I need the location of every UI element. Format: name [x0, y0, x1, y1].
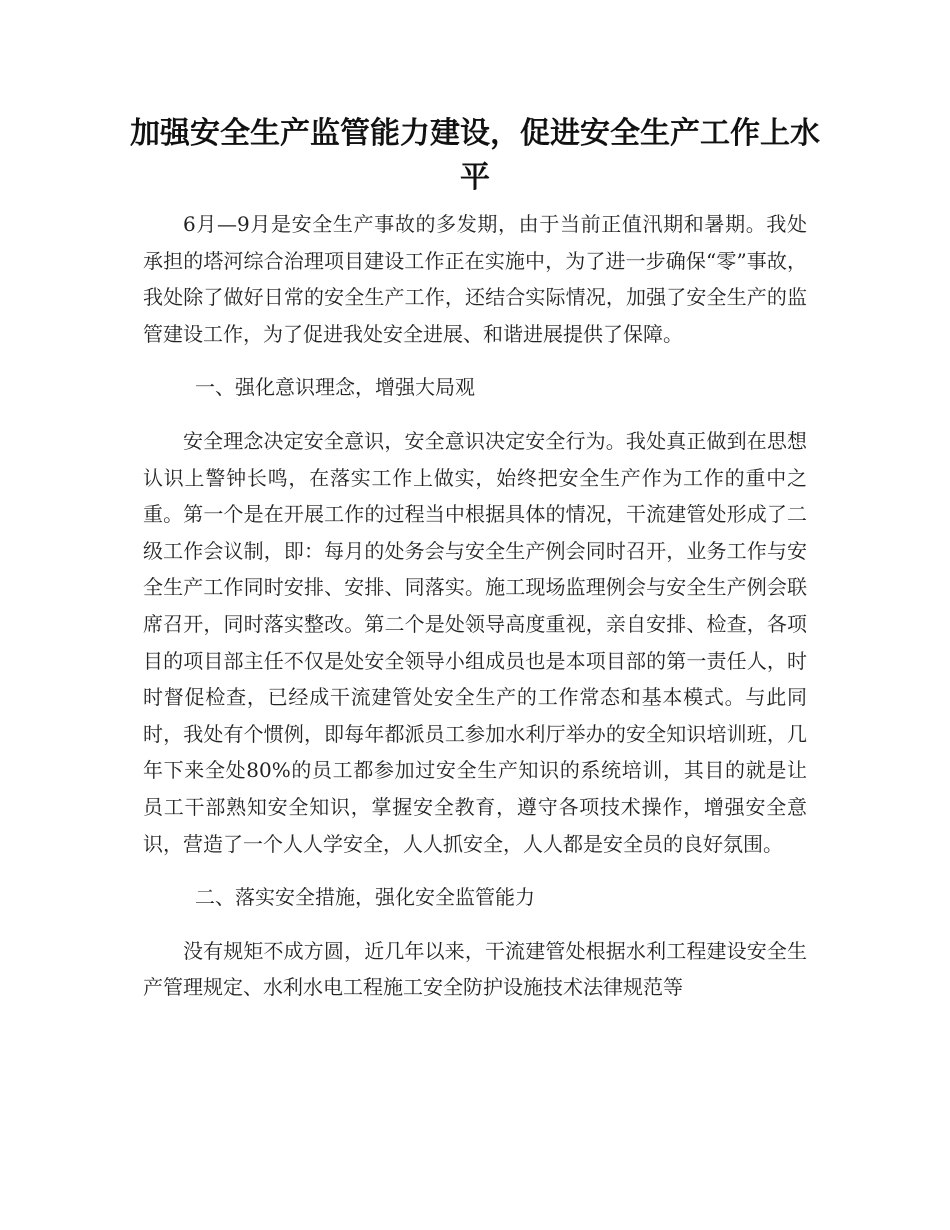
paragraph-gap [143, 352, 807, 369]
paragraph-gap [143, 916, 807, 933]
intro-paragraph: 6月—9月是安全生产事故的多发期，由于当前正值汛期和暑期。我处承担的塔河综合治理项目建设工作正在实施中，为了进一步确保“零”事故，我处除了做好日常的安全生产工作，还结合实际情况，加强了安全生产的监管建设工作，为了促进我处安全进展、和谐进展提供了保障。 [143, 212, 807, 346]
section-2-paragraph: 没有规矩不成方圆，近几年以来，干流建管处根据水利工程建设安全生产管理规定、水利水电工程施工安全防护设施技术法律规范等 [143, 938, 807, 1000]
document-title: 加强安全生产监管能力建设，促进安全生产工作上水平 [130, 116, 820, 195]
document-body [143, 206, 807, 1006]
paragraph-gap [143, 862, 807, 879]
paragraph-gap [143, 406, 807, 423]
section-1-heading: 一、强化意识理念，增强大局观 [195, 375, 475, 400]
section-2-heading: 二、落实安全措施，强化安全监管能力 [195, 885, 535, 910]
section-1-paragraph: 安全理念决定安全意识，安全意识决定安全行为。我处真正做到在思想认识上警钟长鸣，在落实工作上做实，始终把安全生产作为工作的重中之重。第一个是在开展工作的过程当中根据具体的情况，干流建管处形成了二级工作会议制，即：每月的处务会与安全生产例会同时召开，业务工作与安全生产工作同时安排、安排、同落实。施工现场监理例会与安全生产例会联席召开，同时落实整改。第二个是处领导高度重视，亲自安排、检查，各项目的项目部主任不仅是处安全领导小组成员也是本项目部的第一责任人，时时督促检查，已经成干流建管处安全生产的工作常态和基本模式。与此同时，我处有个惯例，即每年都派员工参加水利厅举办的安全知识培训班，几年下来全处80%的员工都参加过安全生产知识的系统培训，其目的就是让员工干部熟知安全知识，掌握安全教育，遵守各项技术操作，增强安全意识，营造了一个人人学安全，人人抓安全，人人都是安全员的良好氛围。 [143, 428, 807, 856]
